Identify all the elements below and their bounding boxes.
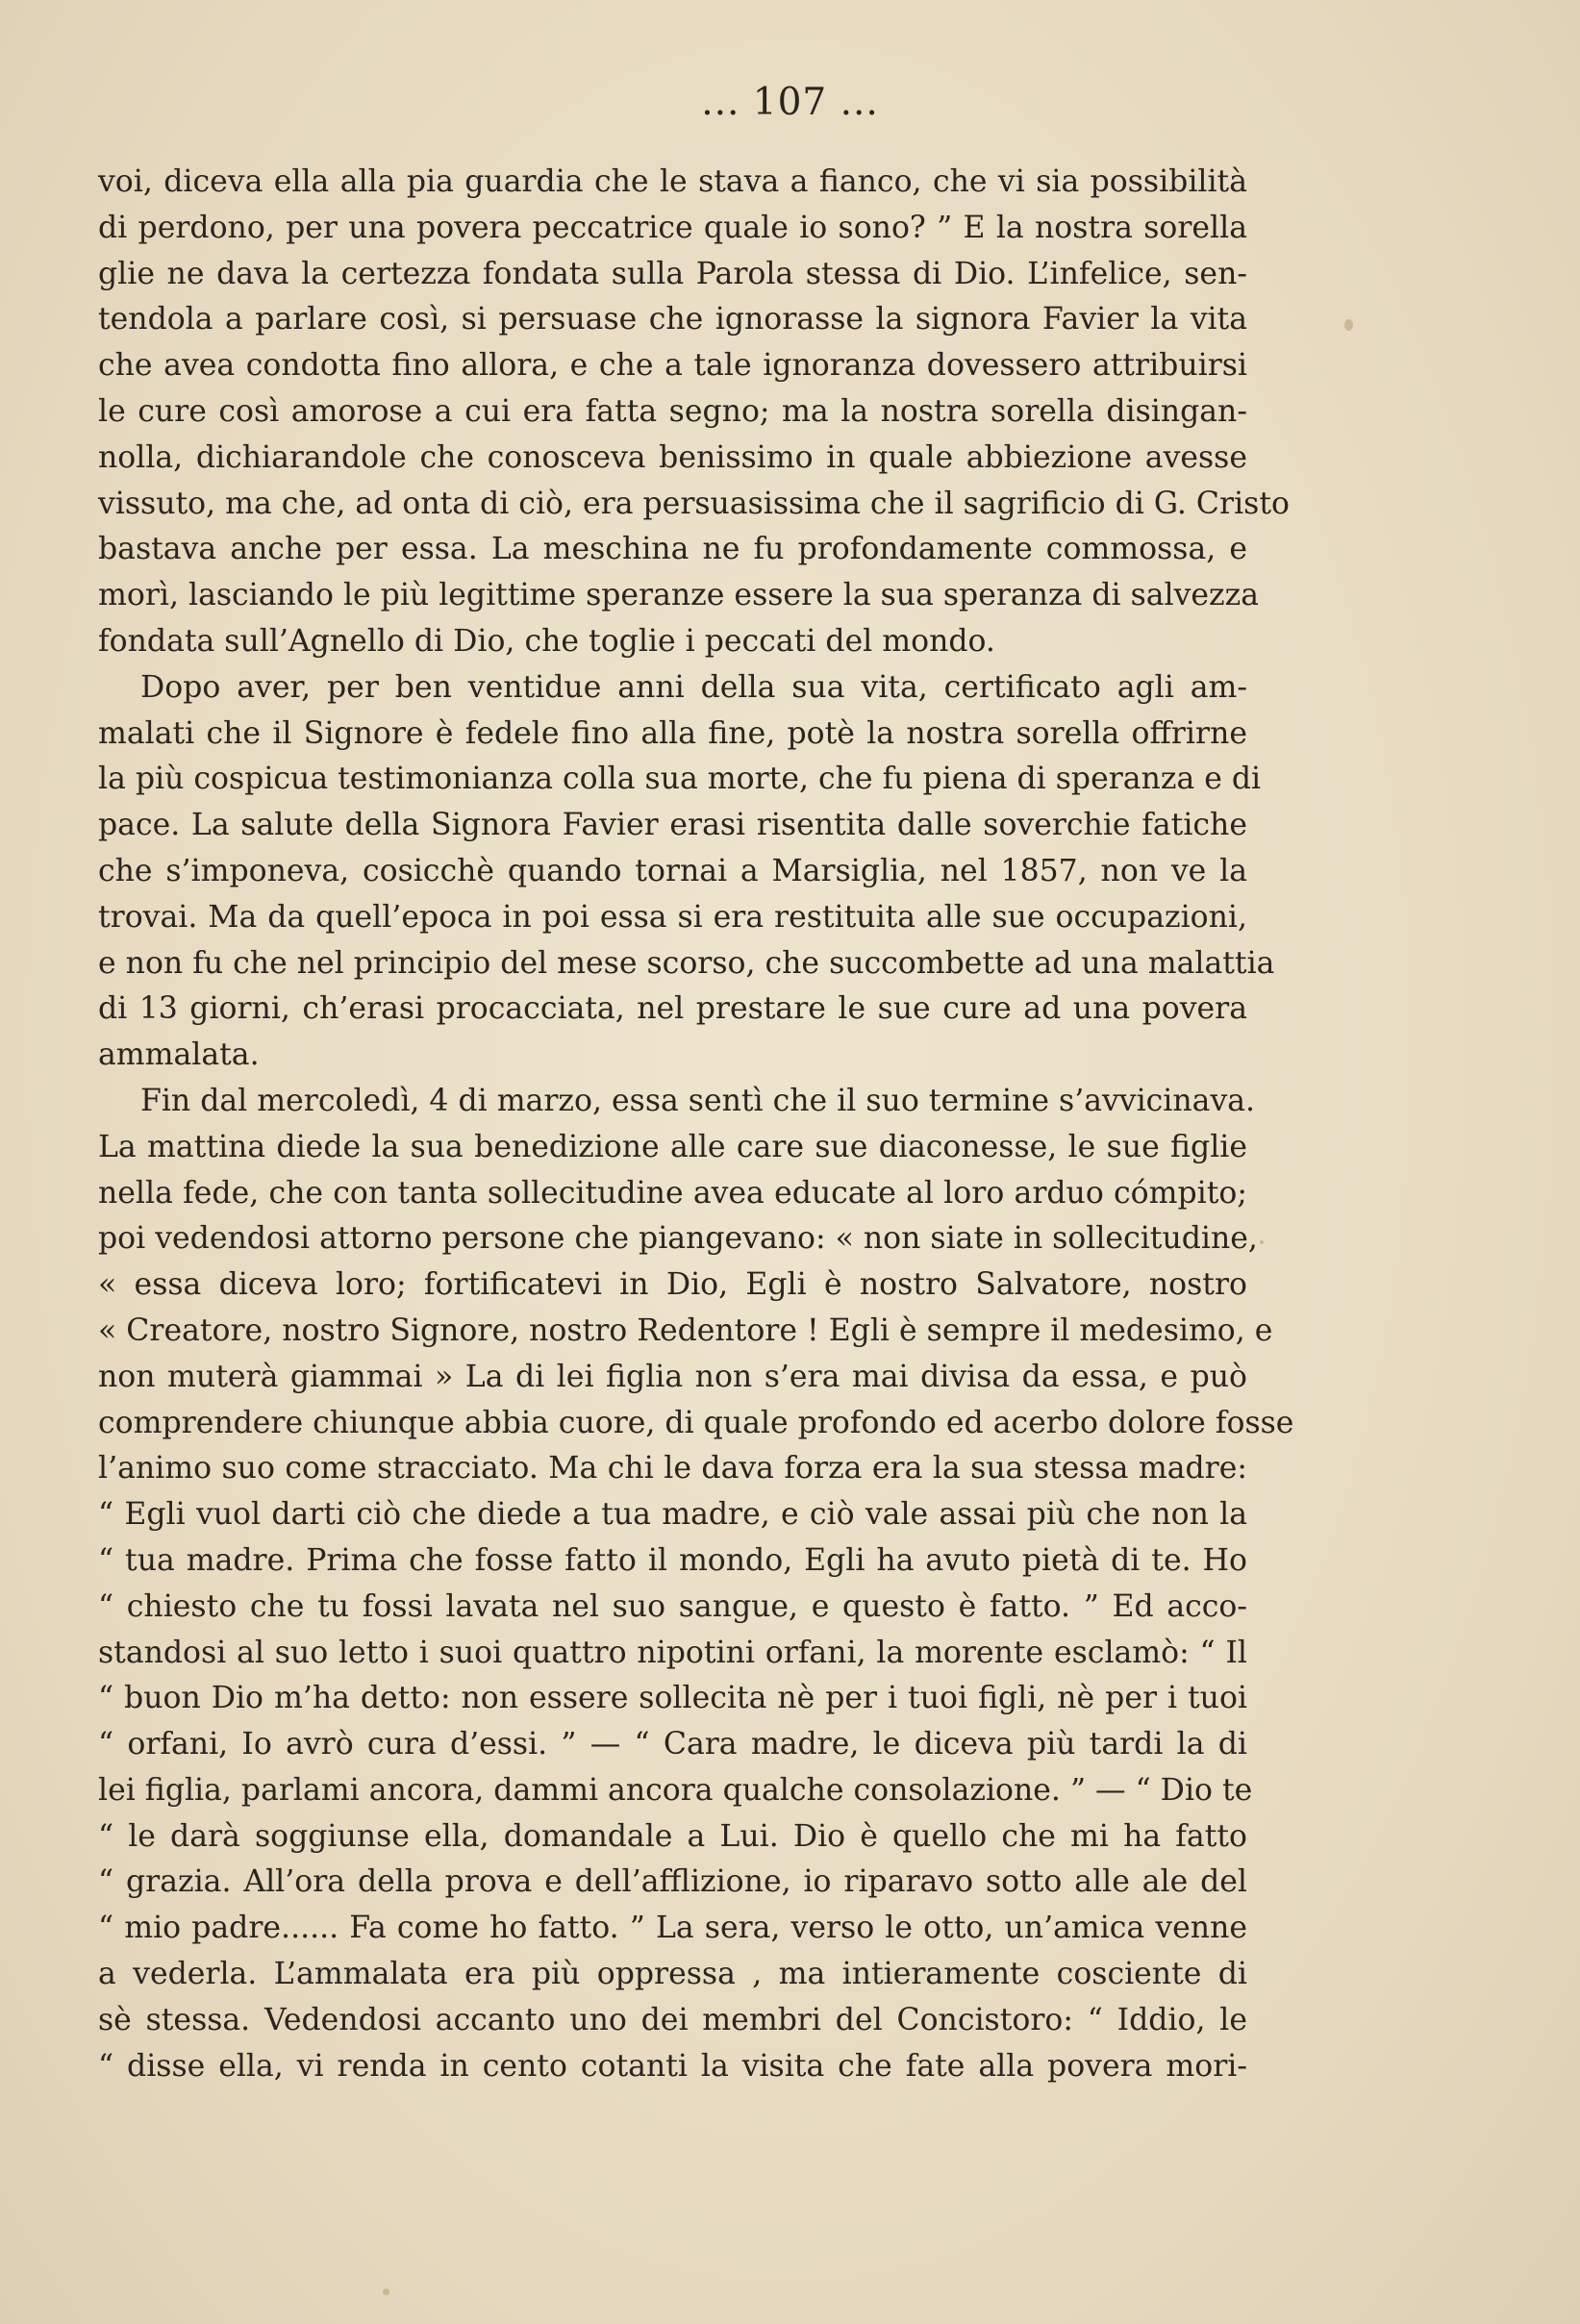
text-line: “ grazia. All’ora della prova e dell’afflizione, io riparavo sotto alle ale del (98, 1864, 1247, 1900)
text-line: la più cospicua testimonianza colla sua morte, che fu piena di speranza e di (98, 762, 1262, 797)
text-line: trovai. Ma da quell’epoca in poi essa si era restituita alle sue occupazioni, (98, 899, 1247, 935)
text-line: poi vedendosi attorno persone che piangevano: « non siate in sollecitudine, (98, 1221, 1258, 1257)
text-line: fondata sull’Agnello di Dio, che toglie i peccati del mondo. (98, 623, 995, 659)
text-line: voi, diceva ella alla pia guardia che le stava a fianco, che vi sia possibilità (98, 164, 1247, 199)
text-line: “ le darà soggiunse ella, domandale a Lui. Dio è quello che mi ha fatto (98, 1818, 1247, 1854)
paper-speck (1344, 319, 1353, 331)
body-text (98, 160, 1294, 2089)
text-line: Fin dal mercoledì, 4 di marzo, essa sentì che il suo termine s’avvicinava. (140, 1083, 1256, 1118)
text-line: le cure così amorose a cui era fatta segno; ma la nostra sorella disingan- (98, 393, 1247, 429)
text-line: “ buon Dio m’ha detto: non essere sollecita nè per i tuoi figli, nè per i tuoi (98, 1681, 1247, 1716)
text-line: “ disse ella, vi renda in cento cotanti la visita che fate alla povera mori- (98, 2048, 1247, 2084)
text-line: “ Egli vuol darti ciò che diede a tua madre, e ciò vale assai più che non la (98, 1497, 1247, 1533)
text-line: che s’imponeva, cosicchè quando tornai a Marsiglia, nel 1857, non ve la (98, 853, 1247, 888)
text-line: che avea condotta fino allora, e che a tale ignoranza dovessero attribuirsi (98, 348, 1247, 384)
text-line: nella fede, che con tanta sollecitudine avea educate al loro arduo cómpito; (98, 1175, 1247, 1211)
text-line: “ chiesto che tu fossi lavata nel suo sangue, e questo è fatto. ” Ed acco- (98, 1588, 1247, 1624)
paper-speck (383, 2288, 389, 2295)
text-line: “ mio padre...... Fa come ho fatto. ” La sera, verso le otto, un’amica venne (98, 1911, 1247, 1946)
text-line: « essa diceva loro; fortificatevi in Dio, Egli è nostro Salvatore, nostro (98, 1267, 1247, 1303)
text-line: di 13 giorni, ch’erasi procacciata, nel prestare le sue cure ad una povera (98, 991, 1247, 1027)
text-line: Dopo aver, per ben ventidue anni della sua vita, certificato agli am- (140, 669, 1247, 705)
paper-speck (1260, 1240, 1264, 1244)
text-line: tendola a parlare così, si persuase che ignorasse la signora Favier la vita (98, 302, 1247, 337)
text-line: bastava anche per essa. La meschina ne fu profondamente commossa, e (98, 532, 1247, 567)
text-line: comprendere chiunque abbia cuore, di quale profondo ed acerbo dolore fosse (98, 1405, 1294, 1440)
text-line: ammalata. (98, 1037, 260, 1073)
text-line: glie ne dava la certezza fondata sulla Parola stessa di Dio. L’infelice, sen- (98, 256, 1247, 291)
text-line: vissuto, ma che, ad onta di ciò, era persuasissima che il sagrificio di G. Cristo (98, 486, 1290, 521)
text-line: pace. La salute della Signora Favier erasi risentita dalle soverchie fatiche (98, 808, 1247, 843)
text-line: morì, lasciando le più legittime speranze essere la sua speranza di salvezza (98, 578, 1260, 613)
text-line: « Creatore, nostro Signore, nostro Redentore ! Egli è sempre il medesimo, e (98, 1312, 1273, 1348)
text-line: malati che il Signore è fedele fino alla fine, potè la nostra sorella offrirne (98, 715, 1247, 751)
text-line: non muterà giammai » La di lei figlia non s’era mai divisa da essa, e può (98, 1359, 1247, 1394)
page-number: ... 107 ... (701, 81, 879, 124)
text-line: “ orfani, Io avrò cura d’essi. ” — “ Cara madre, le diceva più tardi la di (98, 1727, 1247, 1762)
text-line: nolla, dichiarandole che conosceva benissimo in quale abbiezione avesse (98, 439, 1247, 475)
text-line: standosi al suo letto i suoi quattro nipotini orfani, la morente esclamò: “ Il (98, 1635, 1247, 1670)
text-line: La mattina diede la sua benedizione alle care sue diaconesse, le sue figlie (98, 1129, 1247, 1164)
text-line: a vederla. L’ammalata era più oppressa , ma intieramente cosciente di (98, 1957, 1247, 1992)
text-line: lei figlia, parlami ancora, dammi ancora qualche consolazione. ” — “ Dio te (98, 1772, 1253, 1808)
text-line: di perdono, per una povera peccatrice quale io sono? ” E la nostra sorella (98, 210, 1247, 245)
text-line: e non fu che nel principio del mese scorso, che succombette ad una malattia (98, 945, 1275, 981)
text-line: l’animo suo come stracciato. Ma chi le dava forza era la sua stessa madre: (98, 1451, 1247, 1487)
text-line: sè stessa. Vedendosi accanto uno dei membri del Concistoro: “ Iddio, le (98, 2002, 1247, 2037)
text-line: “ tua madre. Prima che fosse fatto il mondo, Egli ha avuto pietà di te. Ho (98, 1542, 1247, 1578)
